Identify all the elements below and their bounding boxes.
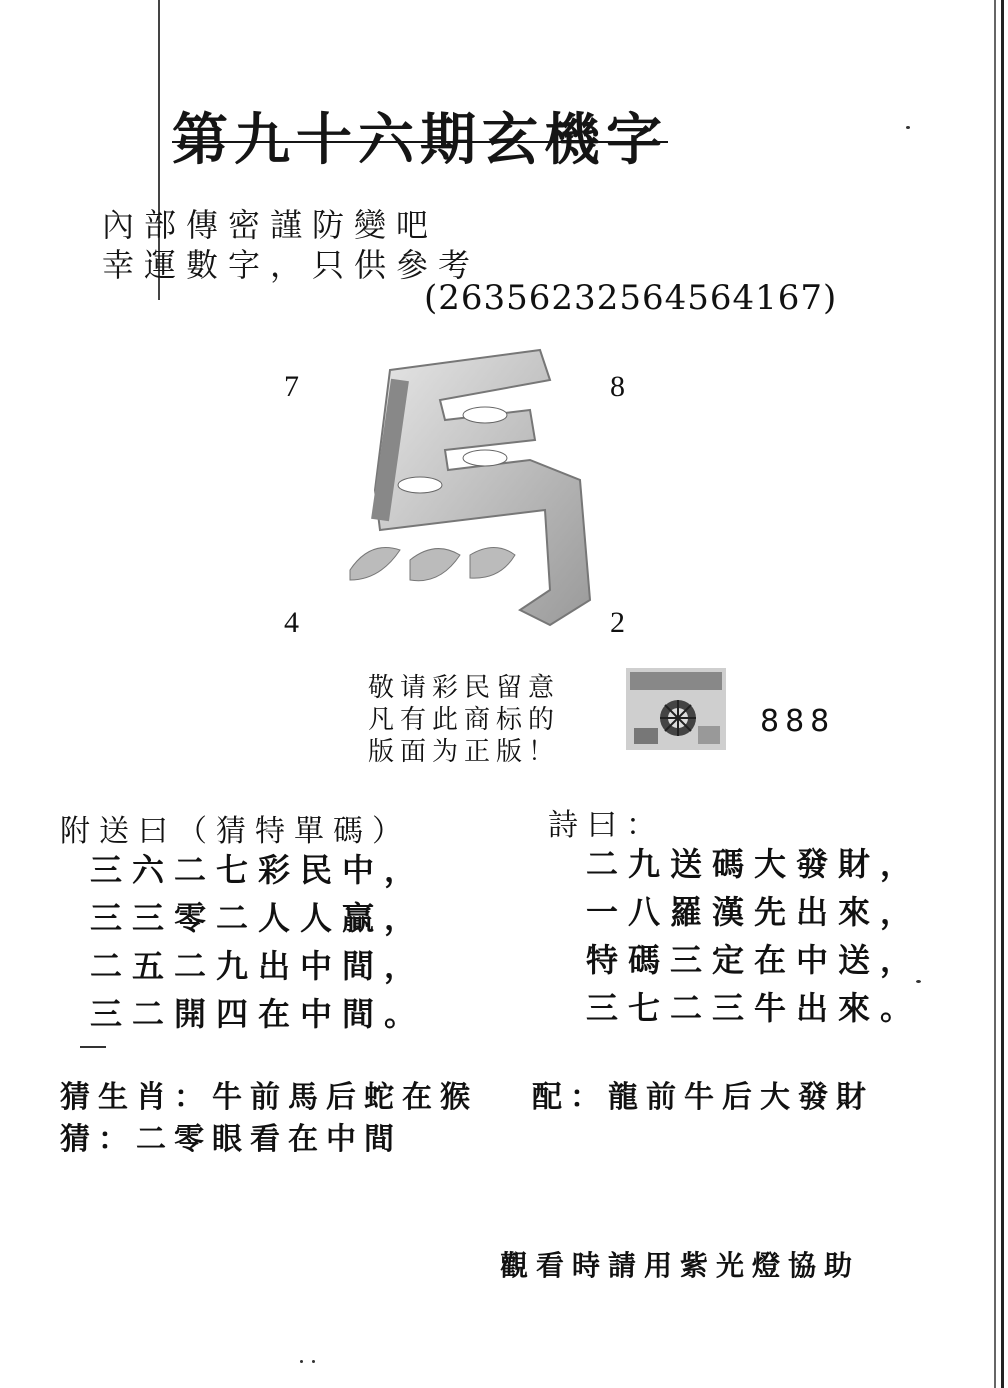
intro-line-1: 內部傳密謹防變吧 — [102, 206, 439, 244]
right-poem-line: 二九送碼大發財， — [586, 845, 923, 883]
left-poem-line: 三三零二人人贏， — [90, 899, 427, 937]
scan-speck — [906, 126, 910, 129]
right-poem-heading: 詩曰： — [548, 808, 665, 843]
guess-zodiac: 猜生肖：牛前馬后蛇在猴 — [60, 1080, 478, 1115]
left-poem-line: 三六二七彩民中， — [90, 851, 427, 889]
intro-line-2: 幸運數字，只供參考 — [102, 246, 481, 284]
right-poem-line: 三七二三牛出來。 — [586, 989, 923, 1027]
left-poem-line: 二五二九出中間， — [90, 947, 427, 985]
notice-line-3: 版面为正版！ — [368, 737, 561, 767]
right-poem-line: 一八羅漢先出來， — [586, 893, 923, 931]
right-poem — [586, 840, 922, 1032]
dash-mark — [80, 1046, 106, 1048]
right-poem-line: 特碼三定在中送， — [586, 941, 923, 979]
page-title: 第九十六期玄機字 — [172, 107, 668, 173]
left-poem-line: 三二開四在中間。 — [90, 995, 427, 1033]
notice-line-1: 敬请彩民留意 — [368, 673, 561, 703]
scan-speck — [916, 980, 921, 983]
guess-match: 配：龍前牛后大發財 — [532, 1080, 874, 1115]
footer-note: 觀看時請用紫光燈協助 — [500, 1249, 861, 1282]
corner-top-right: 8 — [610, 370, 625, 403]
corner-bottom-left: 4 — [284, 606, 299, 639]
left-poem — [90, 846, 426, 1038]
notice-code: 888 — [760, 704, 836, 739]
guess-line-2: 猜：二零眼看在中間 — [60, 1122, 402, 1157]
corner-top-left: 7 — [284, 370, 299, 403]
scan-line — [994, 0, 996, 1388]
scan-speck — [312, 1360, 315, 1363]
notice-block — [368, 672, 560, 768]
trademark-stamp-icon — [626, 668, 726, 750]
scan-line — [1001, 0, 1004, 1388]
horse-character-graphic — [320, 340, 610, 630]
left-poem-heading: 附送曰（猜特單碼） — [60, 814, 411, 849]
notice-line-2: 凡有此商标的 — [368, 705, 561, 735]
corner-bottom-right: 2 — [610, 606, 625, 639]
lucky-numbers: (26356232564564167) — [424, 278, 838, 318]
scan-speck — [300, 1360, 303, 1363]
